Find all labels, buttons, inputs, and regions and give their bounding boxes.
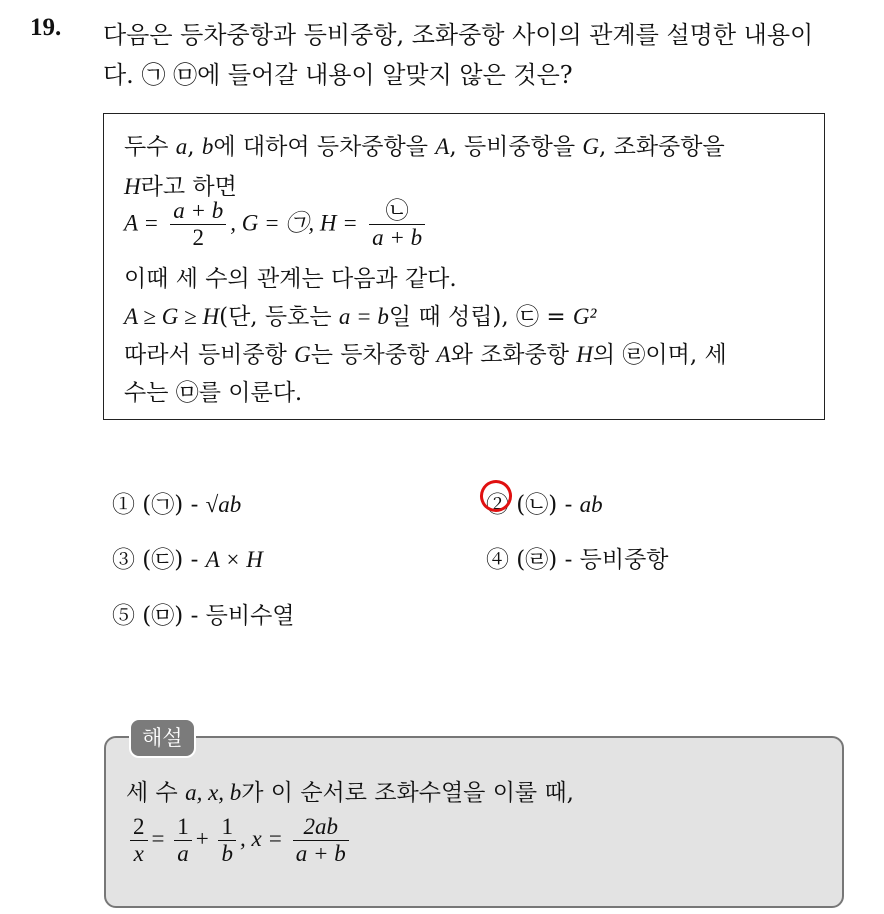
- var-a: a: [175, 134, 188, 159]
- numerator: 2: [130, 814, 148, 841]
- text: 가 이 순서로 조화수열을 이룰 때,: [241, 780, 574, 806]
- box-line-7: 수는 ㉤를 이룬다.: [124, 380, 303, 406]
- inequality: A ≥ G ≥ H: [124, 304, 220, 329]
- fraction-a-plus-b-over-2: [170, 198, 226, 251]
- equals: =: [151, 825, 165, 851]
- numerator: 1: [174, 814, 192, 841]
- numerator: ㉡: [369, 198, 425, 225]
- var-b: b: [201, 134, 214, 159]
- solution-line-1: [126, 774, 574, 807]
- fraction-1-over-b: [218, 814, 236, 867]
- vars: a, x, b: [185, 780, 242, 805]
- denominator: 2: [192, 225, 204, 250]
- text: 일 때 성립), ㉢ =: [388, 304, 573, 330]
- fraction-2ab-over-a-plus-b: [293, 814, 349, 867]
- text: ,: [187, 134, 202, 160]
- box-line-2: [124, 168, 237, 201]
- numerator: 2ab: [293, 814, 349, 841]
- var-G: G: [294, 342, 311, 367]
- condition: a = b: [338, 304, 389, 329]
- fraction-2-over-x: [130, 814, 148, 867]
- box-line-5: [124, 298, 596, 331]
- choice-3[interactable]: [112, 541, 263, 574]
- choice-label: (㉢) -: [135, 547, 206, 573]
- plus: +: [195, 825, 209, 851]
- text: 라고 하면: [140, 174, 237, 200]
- choice-mark: ⑤: [112, 603, 135, 629]
- choice-label: (㉣) - 등비중항: [509, 547, 669, 573]
- x-equals: , x =: [239, 825, 283, 851]
- text: 에 대하여 등차중항을: [213, 134, 436, 160]
- choice-expr: √ab: [205, 492, 242, 517]
- text: 두수: [124, 134, 176, 160]
- choice-1[interactable]: [112, 486, 241, 519]
- fraction-blank-over-a-plus-b: [369, 198, 425, 251]
- choice-4[interactable]: [486, 541, 669, 574]
- text: 와 조화중항: [450, 342, 577, 368]
- text: 의 ㉣이며, 세: [592, 342, 727, 368]
- formula-A: A =: [124, 210, 159, 236]
- var-A: A: [435, 134, 450, 159]
- solution-box: [104, 736, 844, 908]
- box-line-4: 이때 세 수의 관계는 다음과 같다.: [124, 266, 457, 292]
- solution-tag: 해설: [129, 718, 196, 758]
- text: 세 수: [126, 780, 186, 806]
- text: (단, 등호는: [219, 304, 339, 330]
- box-line-1: [124, 128, 725, 161]
- condition-box: [103, 113, 825, 420]
- box-line-3-formula: [124, 198, 429, 251]
- numerator: 1: [218, 814, 236, 841]
- var-H: H: [576, 342, 593, 367]
- choice-label: (㉠) -: [135, 492, 206, 518]
- choice-5[interactable]: [112, 597, 295, 630]
- choice-mark: ②: [486, 492, 509, 518]
- text: 는 등차중항: [310, 342, 437, 368]
- var-G: G: [582, 134, 599, 159]
- g-squared: G²: [572, 304, 597, 329]
- choice-expr: ab: [579, 492, 603, 517]
- choice-mark: ④: [486, 547, 509, 573]
- numerator: a + b: [170, 198, 226, 225]
- text: 따라서 등비중항: [124, 342, 295, 368]
- denominator: b: [221, 841, 233, 866]
- denominator: a + b: [372, 225, 423, 250]
- question-text-line2: 다. ㉠ ㉤에 들어갈 내용이 알맞지 않은 것은?: [103, 61, 573, 89]
- var-A: A: [436, 342, 451, 367]
- choice-mark: ①: [112, 492, 135, 518]
- denominator: a: [177, 841, 189, 866]
- var-H: H: [124, 174, 141, 199]
- choice-expr: A × H: [205, 547, 263, 572]
- formula-G-H: , G = ㉠, H =: [230, 210, 358, 236]
- choice-mark: ③: [112, 547, 135, 573]
- choice-label: (㉤) - 등비수열: [135, 603, 295, 629]
- denominator: x: [133, 841, 144, 866]
- question-number: 19.: [30, 14, 62, 41]
- choice-label: (㉡) -: [509, 492, 580, 518]
- question-text-line1: 다음은 등차중항과 등비중항, 조화중항 사이의 관계를 설명한 내용이: [103, 21, 814, 49]
- text: , 조화중항을: [599, 134, 725, 160]
- fraction-1-over-a: [174, 814, 192, 867]
- text: , 등비중항을: [449, 134, 583, 160]
- denominator: a + b: [295, 841, 346, 866]
- box-line-6: [124, 336, 727, 369]
- solution-formula: [126, 814, 353, 867]
